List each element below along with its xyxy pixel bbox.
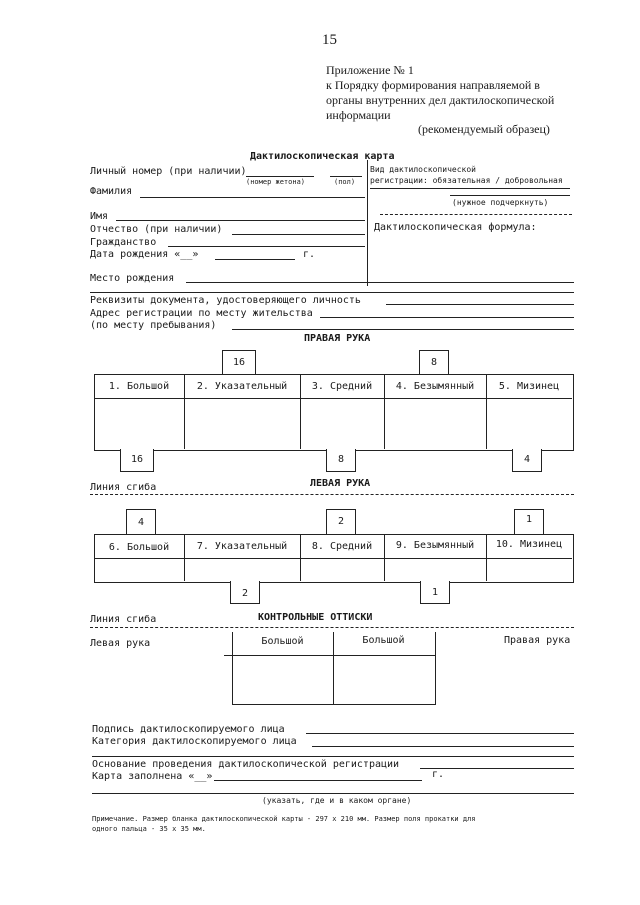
control-title: КОНТРОЛЬНЫЕ ОТТИСКИ — [258, 612, 373, 623]
card-title: Дактилоскопическая карта — [250, 151, 395, 162]
left-bottom-tab-1: 1 — [431, 587, 439, 598]
registration-type-line-2: регистрации: обязательная / добровольная — [370, 176, 563, 185]
left-finger-10: 10. Мизинец — [495, 539, 563, 550]
control-thumb-left: Большой — [261, 636, 304, 647]
address-stay-label: (по месту пребывания) — [90, 320, 217, 331]
signature-label: Подпись дактилоскопируемого лица — [92, 724, 285, 735]
left-top-tab-4: 4 — [137, 517, 145, 528]
left-top-tab-2: 2 — [337, 516, 345, 527]
right-finger-3: 3. Средний — [311, 381, 373, 392]
left-finger-7: 7. Указательный — [196, 541, 288, 552]
right-finger-1: 1. Большой — [108, 381, 170, 392]
right-bottom-tab-16: 16 — [130, 454, 144, 465]
page-number: 15 — [322, 32, 337, 48]
appendix-line-3: органы внутренних дел дактилоскопической — [326, 93, 555, 107]
address-residence-label: Адрес регистрации по месту жительства — [90, 308, 313, 319]
surname-label: Фамилия — [90, 186, 133, 197]
category-label: Категория дактилоскопируемого лица — [92, 736, 297, 747]
birth-date-label: Дата рождения «__» — [90, 249, 199, 260]
note-line-2: одного пальца - 35 х 35 мм. — [92, 825, 206, 833]
sample-note: (рекомендуемый образец) — [418, 122, 550, 136]
left-bottom-tab-2: 2 — [241, 588, 249, 599]
control-right-hand: Правая рука — [504, 635, 571, 646]
underline-note: (нужное подчеркнуть) — [452, 198, 549, 207]
right-top-tab-16: 16 — [232, 357, 246, 368]
name-label: Имя — [90, 211, 109, 222]
left-hand-title: ЛЕВАЯ РУКА — [310, 478, 371, 489]
personal-number-label: Личный номер (при наличии) — [90, 166, 247, 177]
right-finger-5: 5. Мизинец — [498, 381, 560, 392]
formula-label: Дактилоскопическая формула: — [374, 222, 537, 233]
note-line-1: Примечание. Размер бланка дактилоскопической карты - 297 х 210 мм. Размер поля прокатки для — [92, 815, 476, 823]
right-top-tab-8: 8 — [430, 357, 438, 368]
right-finger-4: 4. Безымянный — [395, 381, 475, 392]
birth-date-year-suffix: г. — [303, 249, 316, 260]
organ-note: (указать, где и в каком органе) — [262, 796, 412, 805]
appendix-line-4: информации — [326, 108, 391, 122]
appendix-line-1: Приложение № 1 — [326, 63, 414, 77]
birth-place-label: Место рождения — [90, 273, 175, 284]
left-finger-8: 8. Средний — [311, 541, 373, 552]
right-hand-title: ПРАВАЯ РУКА — [304, 333, 371, 344]
token-number-caption: (номер жетона) — [246, 178, 306, 186]
left-top-tab-1: 1 — [525, 514, 533, 525]
right-finger-2: 2. Указательный — [196, 381, 288, 392]
appendix-line-2: к Порядку формирования направляемой в — [326, 78, 540, 92]
control-left-hand: Левая рука — [90, 638, 151, 649]
left-finger-6: 6. Большой — [108, 542, 170, 553]
patronymic-label: Отчество (при наличии) — [90, 224, 223, 235]
filled-year-suffix: г. — [432, 769, 445, 780]
filled-label: Карта заполнена «__» — [92, 771, 213, 782]
basis-label: Основание проведения дактилоскопической регистрации — [92, 759, 400, 770]
fold-line-2-label: Линия сгиба — [90, 614, 157, 625]
citizenship-label: Гражданство — [90, 237, 157, 248]
sex-caption: (пол) — [334, 178, 356, 186]
left-finger-9: 9. Безымянный — [395, 540, 475, 551]
id-document-label: Реквизиты документа, удостоверяющего личность — [90, 295, 361, 306]
control-thumb-right: Большой — [362, 635, 405, 646]
fold-line-1-label: Линия сгиба — [90, 482, 157, 493]
right-bottom-tab-4: 4 — [523, 454, 531, 465]
registration-type-line-1: Вид дактилоскопической — [370, 165, 476, 174]
right-bottom-tab-8: 8 — [337, 454, 345, 465]
